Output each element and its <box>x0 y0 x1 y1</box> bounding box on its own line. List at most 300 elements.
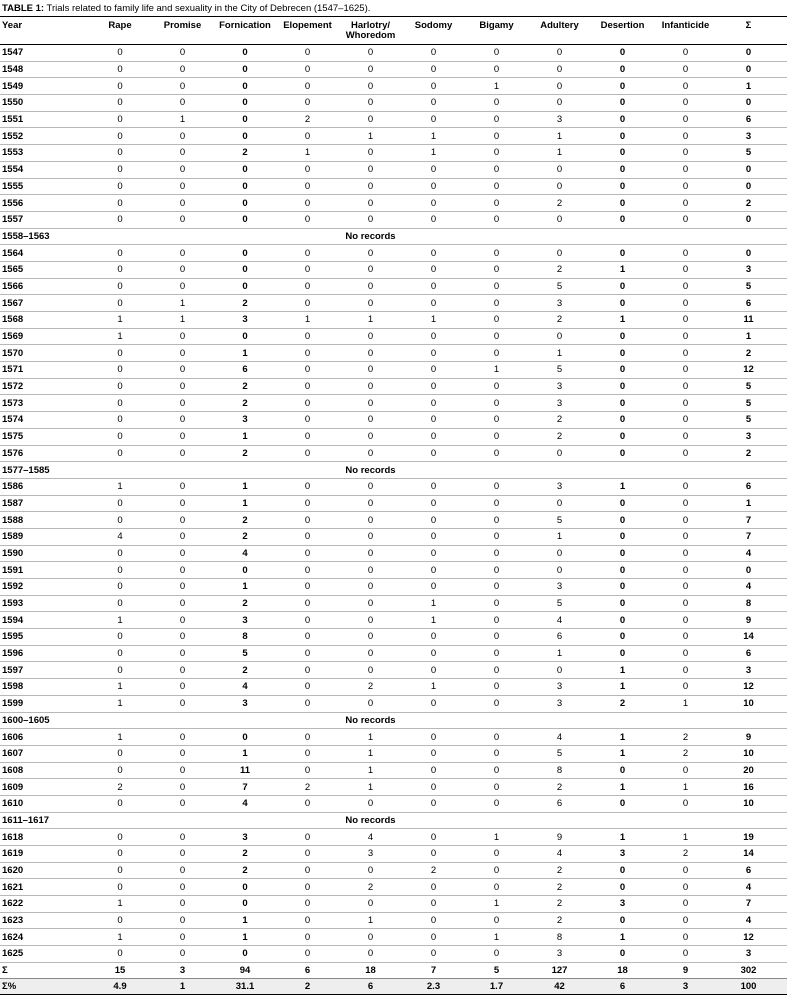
value-cell: 0 <box>682 347 689 359</box>
value-cell: 0 <box>367 414 374 426</box>
value-cell: 0 <box>556 80 563 92</box>
value-cell: 2 <box>304 114 311 126</box>
value-cell: 0 <box>745 97 752 109</box>
value-cell: 1 <box>556 347 563 359</box>
year-cell: 1552 <box>2 130 24 142</box>
value-cell: 0 <box>304 364 311 376</box>
value-cell: 0 <box>619 297 626 309</box>
value-cell: 0 <box>493 164 500 176</box>
value-cell: 8 <box>242 631 248 643</box>
value-cell: 0 <box>556 564 563 576</box>
value-cell: 0 <box>430 481 437 493</box>
value-cell: 20 <box>743 764 754 776</box>
caption-label: TABLE 1: <box>2 3 45 14</box>
empty-cell <box>82 462 332 479</box>
value-cell: 0 <box>367 147 374 159</box>
value-cell: 0 <box>242 280 248 292</box>
year-cell: 1554 <box>2 164 24 176</box>
value-cell: 0 <box>493 331 500 343</box>
value-cell: 0 <box>179 97 186 109</box>
value-cell: 0 <box>117 831 123 843</box>
value-cell: 16 <box>743 781 754 793</box>
value-cell: 0 <box>682 47 689 59</box>
value-cell: 0 <box>745 247 752 259</box>
value-cell: 0 <box>304 798 311 810</box>
value-cell: 0 <box>619 564 626 576</box>
value-cell: 2 <box>242 865 248 877</box>
sum-row <box>0 962 787 978</box>
value-cell: 0 <box>619 331 626 343</box>
value-cell: 0 <box>682 531 689 543</box>
value-cell: 0 <box>242 164 248 176</box>
table-row <box>0 679 787 696</box>
percent-cell: 4.9 <box>113 980 127 992</box>
value-cell: 2 <box>682 748 689 760</box>
year-cell: 1592 <box>2 581 24 593</box>
year-cell: 1596 <box>2 648 24 660</box>
value-cell: 0 <box>117 748 123 760</box>
value-cell: 3 <box>242 698 248 710</box>
value-cell: 0 <box>430 648 437 660</box>
table-row <box>0 695 787 712</box>
value-cell: 0 <box>556 164 563 176</box>
value-cell: 0 <box>493 64 500 76</box>
value-cell: 3 <box>242 314 248 326</box>
value-cell: 1 <box>242 748 248 760</box>
year-cell: 1569 <box>2 331 24 343</box>
table-row <box>0 195 787 212</box>
value-cell: 0 <box>179 931 186 943</box>
value-cell: 1 <box>430 614 437 626</box>
value-cell: 0 <box>682 931 689 943</box>
value-cell: 0 <box>493 531 500 543</box>
value-cell: 0 <box>242 881 248 893</box>
value-cell: 0 <box>367 47 374 59</box>
value-cell: 0 <box>619 948 626 960</box>
value-cell: 1 <box>682 831 689 843</box>
value-cell: 2 <box>556 314 563 326</box>
table-row <box>0 278 787 295</box>
year-cell: 1620 <box>2 865 24 877</box>
value-cell: 0 <box>493 798 500 810</box>
percent-cell: 100 <box>740 980 757 992</box>
table-row <box>0 612 787 629</box>
year-cell: 1553 <box>2 147 24 159</box>
value-cell: 0 <box>242 264 248 276</box>
year-cell: 1600–1605 <box>2 714 50 726</box>
value-cell: 0 <box>430 881 437 893</box>
value-cell: 0 <box>367 114 374 126</box>
value-cell: 0 <box>619 531 626 543</box>
value-cell: 1 <box>179 314 186 326</box>
percent-row <box>0 978 787 994</box>
value-cell: 0 <box>619 865 626 877</box>
percent-cell: 1.7 <box>489 980 504 992</box>
table-row <box>0 846 787 863</box>
value-cell: 0 <box>179 598 186 610</box>
value-cell: 2 <box>242 147 248 159</box>
table-row <box>0 829 787 846</box>
value-cell: 0 <box>179 397 186 409</box>
value-cell: 0 <box>556 331 563 343</box>
value-cell: 19 <box>743 831 754 843</box>
value-cell: 0 <box>430 631 437 643</box>
value-cell: 0 <box>367 297 374 309</box>
sum-cell: 127 <box>551 964 568 976</box>
value-cell: 0 <box>493 648 500 660</box>
value-cell: 4 <box>745 881 752 893</box>
value-cell: 1 <box>117 681 123 693</box>
sum-cell: 15 <box>114 964 126 976</box>
value-cell: 0 <box>493 481 500 493</box>
value-cell: 0 <box>682 798 689 810</box>
header-sodomy: Sodomy <box>414 20 453 31</box>
value-cell: 0 <box>179 280 186 292</box>
percent-cell: 42 <box>554 980 565 992</box>
value-cell: 0 <box>242 114 248 126</box>
value-cell: 0 <box>367 397 374 409</box>
value-cell: 0 <box>242 731 248 743</box>
value-cell: 0 <box>493 264 500 276</box>
value-cell: 0 <box>619 547 626 559</box>
value-cell: 2 <box>304 781 311 793</box>
value-cell: 2 <box>745 347 752 359</box>
value-cell: 0 <box>367 97 374 109</box>
value-cell: 0 <box>619 764 626 776</box>
value-cell: 12 <box>743 681 754 693</box>
table-row <box>0 946 787 963</box>
value-cell: 0 <box>619 114 626 126</box>
value-cell: 0 <box>117 497 123 509</box>
sum-cell: 18 <box>617 964 628 976</box>
year-cell: 1550 <box>2 97 24 109</box>
value-cell: 2 <box>367 681 374 693</box>
value-cell: 1 <box>242 931 248 943</box>
value-cell: 0 <box>493 280 500 292</box>
value-cell: 0 <box>304 397 311 409</box>
table-row <box>0 629 787 646</box>
value-cell: 0 <box>682 114 689 126</box>
value-cell: 6 <box>745 114 752 126</box>
value-cell: 0 <box>117 915 123 927</box>
value-cell: 1 <box>117 898 123 910</box>
value-cell: 0 <box>367 631 374 643</box>
value-cell: 2 <box>242 664 248 676</box>
table-row <box>0 662 787 679</box>
value-cell: 0 <box>430 731 437 743</box>
value-cell: 1 <box>619 664 626 676</box>
value-cell: 0 <box>304 581 311 593</box>
table-row <box>0 545 787 562</box>
year-cell: 1624 <box>2 931 24 943</box>
value-cell: 0 <box>493 314 500 326</box>
value-cell: 2 <box>556 865 563 877</box>
year-cell: 1564 <box>2 247 24 259</box>
year-cell: 1619 <box>2 848 24 860</box>
value-cell: 3 <box>619 848 626 860</box>
value-cell: 0 <box>430 664 437 676</box>
value-cell: 6 <box>745 481 752 493</box>
value-cell: 0 <box>430 781 437 793</box>
value-cell: 1 <box>619 731 626 743</box>
value-cell: 0 <box>493 397 500 409</box>
table-row <box>0 145 787 162</box>
value-cell: 5 <box>745 414 752 426</box>
value-cell: 0 <box>430 214 437 226</box>
value-cell: 0 <box>430 164 437 176</box>
value-cell: 1 <box>556 531 563 543</box>
value-cell: 1 <box>367 748 374 760</box>
value-cell: 0 <box>179 197 186 209</box>
year-cell: 1549 <box>2 80 24 92</box>
value-cell: 1 <box>117 614 123 626</box>
percent-cell: 3 <box>682 980 689 992</box>
caption-text: Trials related to family life and sexuality in the City of Debrecen (1547–1625). <box>44 3 371 14</box>
value-cell: 0 <box>179 64 186 76</box>
value-cell: 1 <box>179 297 186 309</box>
header-desertion: Desertion <box>600 20 645 31</box>
value-cell: 0 <box>493 347 500 359</box>
value-cell: 0 <box>117 347 123 359</box>
value-cell: 0 <box>682 264 689 276</box>
value-cell: 0 <box>179 915 186 927</box>
value-cell: 0 <box>493 47 500 59</box>
value-cell: 0 <box>367 280 374 292</box>
year-cell: 1565 <box>2 264 24 276</box>
table-row <box>0 579 787 596</box>
table-row <box>0 362 787 379</box>
value-cell: 0 <box>117 948 123 960</box>
value-cell: 0 <box>304 130 311 142</box>
table-row <box>0 729 787 746</box>
value-cell: 1 <box>745 80 752 92</box>
header-harlotry <box>332 17 409 45</box>
table-row <box>0 428 787 445</box>
value-cell: 0 <box>493 848 500 860</box>
value-cell: 1 <box>493 364 500 376</box>
value-cell: 0 <box>304 748 311 760</box>
table-row <box>0 45 787 62</box>
value-cell: 0 <box>493 614 500 626</box>
value-cell: 0 <box>304 915 311 927</box>
value-cell: 10 <box>743 798 754 810</box>
no-records-row <box>0 712 787 729</box>
value-cell: 3 <box>367 848 374 860</box>
value-cell: 0 <box>619 798 626 810</box>
value-cell: 0 <box>430 931 437 943</box>
value-cell: 0 <box>179 431 186 443</box>
value-cell: 0 <box>117 130 123 142</box>
value-cell: 0 <box>179 80 186 92</box>
year-cell: 1606 <box>2 731 24 743</box>
value-cell: 0 <box>304 64 311 76</box>
value-cell: 3 <box>556 481 563 493</box>
value-cell: 0 <box>619 180 626 192</box>
value-cell: 0 <box>493 114 500 126</box>
value-cell: 3 <box>556 114 563 126</box>
value-cell: 5 <box>242 648 248 660</box>
value-cell: 6 <box>745 648 752 660</box>
value-cell: 0 <box>304 264 311 276</box>
year-cell: 1621 <box>2 881 24 893</box>
value-cell: 9 <box>745 731 752 743</box>
value-cell: 12 <box>743 931 754 943</box>
value-cell: 7 <box>745 514 752 526</box>
value-cell: 0 <box>619 497 626 509</box>
value-cell: 6 <box>745 297 752 309</box>
value-cell: 6 <box>745 865 752 877</box>
table-row <box>0 178 787 195</box>
value-cell: 1 <box>619 264 626 276</box>
value-cell: 0 <box>367 264 374 276</box>
value-cell: 0 <box>117 664 123 676</box>
value-cell: 0 <box>304 681 311 693</box>
value-cell: 0 <box>304 531 311 543</box>
value-cell: 0 <box>430 197 437 209</box>
year-cell: 1609 <box>2 781 24 793</box>
table-row <box>0 245 787 262</box>
value-cell: 0 <box>117 648 123 660</box>
table-row <box>0 111 787 128</box>
value-cell: 0 <box>179 881 186 893</box>
year-cell: 1622 <box>2 898 24 910</box>
value-cell: 7 <box>745 531 752 543</box>
value-cell: 0 <box>619 80 626 92</box>
value-cell: 1 <box>493 80 500 92</box>
value-cell: 0 <box>682 915 689 927</box>
empty-cell <box>82 812 332 829</box>
sum-cell: 6 <box>304 964 311 976</box>
year-cell: 1555 <box>2 180 24 192</box>
value-cell: 0 <box>619 381 626 393</box>
value-cell: 0 <box>493 381 500 393</box>
value-cell: 3 <box>556 397 563 409</box>
year-cell: 1547 <box>2 47 24 59</box>
value-cell: 4 <box>242 681 248 693</box>
value-cell: 0 <box>117 798 123 810</box>
value-cell: 4 <box>117 531 123 543</box>
percent-cell: 6 <box>619 980 626 992</box>
value-cell: 0 <box>304 547 311 559</box>
value-cell: 5 <box>556 514 563 526</box>
table-row <box>0 929 787 946</box>
year-cell: 1548 <box>2 64 24 76</box>
value-cell: 0 <box>619 147 626 159</box>
year-cell: 1598 <box>2 681 24 693</box>
value-cell: 0 <box>493 598 500 610</box>
value-cell: 7 <box>242 781 248 793</box>
value-cell: 1 <box>242 497 248 509</box>
value-cell: 3 <box>556 297 563 309</box>
value-cell: 0 <box>179 481 186 493</box>
year-cell: 1589 <box>2 531 24 543</box>
value-cell: 1 <box>242 581 248 593</box>
value-cell: 0 <box>304 931 311 943</box>
value-cell: 1 <box>619 481 626 493</box>
sum-cell: 9 <box>682 964 689 976</box>
header-harlotry-line2: Whoredom <box>345 30 396 41</box>
value-cell: 3 <box>242 614 248 626</box>
value-cell: 2 <box>242 447 248 459</box>
value-cell: 1 <box>242 481 248 493</box>
value-cell: 0 <box>367 564 374 576</box>
value-cell: 3 <box>556 948 563 960</box>
value-cell: 2 <box>745 197 752 209</box>
value-cell: 0 <box>179 531 186 543</box>
value-cell: 0 <box>493 581 500 593</box>
table-row <box>0 61 787 78</box>
value-cell: 0 <box>430 831 437 843</box>
year-cell: 1625 <box>2 948 24 960</box>
value-cell: 0 <box>430 381 437 393</box>
value-cell: 0 <box>682 648 689 660</box>
value-cell: 0 <box>179 614 186 626</box>
value-cell: 0 <box>493 781 500 793</box>
trials-table <box>0 16 787 995</box>
value-cell: 0 <box>367 614 374 626</box>
value-cell: 0 <box>117 114 123 126</box>
value-cell: 1 <box>304 147 311 159</box>
sum-cell: 5 <box>493 964 500 976</box>
value-cell: 3 <box>242 831 248 843</box>
value-cell: 0 <box>367 798 374 810</box>
year-cell: 1618 <box>2 831 24 843</box>
value-cell: 0 <box>179 781 186 793</box>
value-cell: 0 <box>304 514 311 526</box>
value-cell: 0 <box>619 364 626 376</box>
value-cell: 0 <box>304 598 311 610</box>
value-cell: 0 <box>117 381 123 393</box>
value-cell: 0 <box>304 197 311 209</box>
value-cell: 0 <box>682 197 689 209</box>
value-cell: 0 <box>556 47 563 59</box>
empty-cell <box>409 228 787 245</box>
value-cell: 1 <box>619 314 626 326</box>
value-cell: 0 <box>430 798 437 810</box>
value-cell: 0 <box>304 280 311 292</box>
value-cell: 0 <box>367 698 374 710</box>
value-cell: 0 <box>179 731 186 743</box>
value-cell: 0 <box>117 848 123 860</box>
table-row <box>0 378 787 395</box>
value-cell: 0 <box>179 848 186 860</box>
value-cell: 1 <box>367 731 374 743</box>
value-cell: 0 <box>682 164 689 176</box>
value-cell: 0 <box>242 898 248 910</box>
value-cell: 0 <box>430 497 437 509</box>
value-cell: 0 <box>430 47 437 59</box>
value-cell: 0 <box>367 898 374 910</box>
value-cell: 1 <box>117 331 123 343</box>
value-cell: 0 <box>367 197 374 209</box>
value-cell: 1 <box>619 931 626 943</box>
value-cell: 0 <box>367 331 374 343</box>
value-cell: 1 <box>117 314 123 326</box>
value-cell: 0 <box>556 97 563 109</box>
table-row <box>0 879 787 896</box>
value-cell: 0 <box>745 180 752 192</box>
value-cell: 4 <box>242 798 248 810</box>
percent-cell: 6 <box>367 980 374 992</box>
header-rape: Rape <box>108 20 132 31</box>
value-cell: 1 <box>745 497 752 509</box>
value-cell: 0 <box>179 47 186 59</box>
value-cell: 0 <box>430 264 437 276</box>
value-cell: 0 <box>745 64 752 76</box>
value-cell: 4 <box>556 731 563 743</box>
value-cell: 1 <box>242 915 248 927</box>
year-cell: 1568 <box>2 314 24 326</box>
